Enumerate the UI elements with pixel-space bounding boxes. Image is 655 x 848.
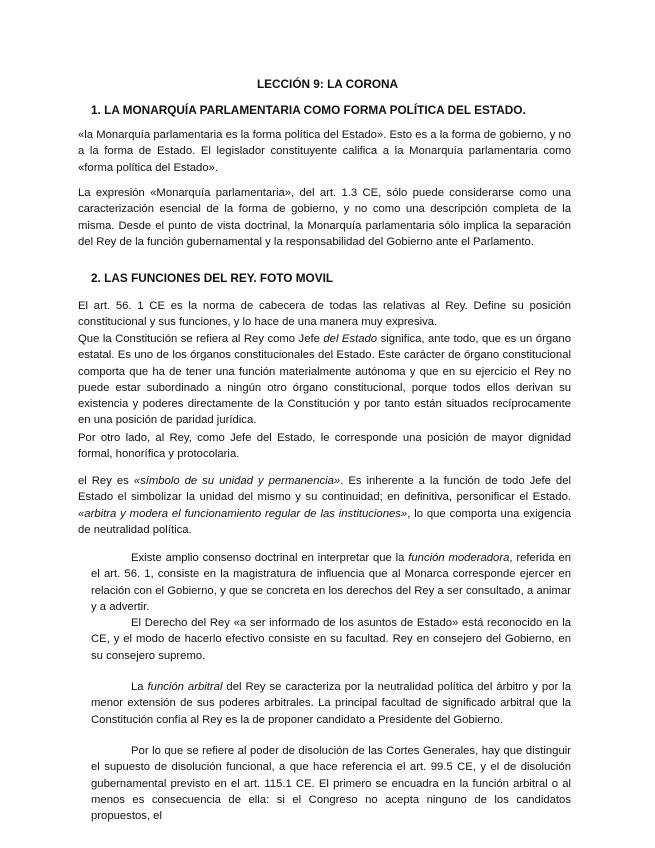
p5-text-a: Existe amplio consenso doctrinal en interpretar que la — [131, 552, 409, 564]
p4-text-b: . Es inherente a la función de todo Jefe del Estado el simbolizar la unidad del mismo y su continuidad; en definitiva, personificar el Estado. — [78, 475, 571, 504]
section-2-paragraph-8: Por lo que se refiere al poder de disolución de las Cortes Generales, hay que distinguir el supuesto de disolución funcional, a que hace referencia el art. 99.5 CE, y el de disolución gubernamental previsto en el art. 115.1 CE. El primero se encuadra en la función arbitral o al menos es consecuencia de ella: si el Congreso no acepta ninguno de los candidatos propuestos, el — [91, 745, 571, 823]
p7-text-b: del Rey se caracteriza por la neutralidad política del árbitro y por la menor extensión de sus poderes arbitrales. La principal facultad de significado arbitral que la Constitución confía al Rey es la de proponer candidato a Presidente del Gobierno. — [91, 681, 571, 726]
p7-emphasis: función arbitral — [147, 681, 223, 693]
p2-text-b: significa, ante todo, que es un órgano estatal. Es uno de los órganos constitucionales del Estado. Este carácter de órgano constitucional comporta que ha de tener una función materialmente autónoma y que en su ejercicio el Rey no puede estar subordinado a ningún otro órgano constitucional, porque todos ellos derivan su existencia y poderes directamente de la Constitución y por tanto están situados recíprocamente en una posición de paridad jurídica. — [78, 333, 571, 427]
p4-text-c: , lo que comporta una exigencia de neutralidad política. — [78, 507, 571, 536]
section-1-paragraph-2: La expresión «Monarquía parlamentaria», del art. 1.3 CE, sólo puede considerarse como una caracterización esencial de la forma de gobierno, y no como una descripción completa de la misma. Desde el punto de vista doctrinal, la Monarquía parlamentaria sólo implica la separación del Rey de la función gubernamental y la responsabilidad del Gobierno ante el Parlamento. — [78, 187, 571, 248]
section-2-paragraph-2 — [78, 331, 571, 429]
section-2-paragraph-7 — [91, 679, 571, 728]
section-2-paragraph-5 — [91, 550, 571, 615]
section-2-paragraph-6: El Derecho del Rey «a ser informado de los asuntos de Estado» está reconocido en la CE, y el modo de hacerlo efectivo consiste en su facultad. Rey en consejero del Gobierno, en su consejero supremo. — [91, 617, 571, 662]
p4-emphasis-1: «símbolo de su unidad y permanencia» — [133, 475, 341, 487]
section-1-heading: 1. LA MONARQUÍA PARLAMENTARIA COMO FORMA POLÍTICA DEL ESTADO. — [91, 103, 526, 117]
p7-text-a: La — [131, 681, 148, 693]
p2-emphasis: del Estado — [323, 333, 378, 345]
p4-emphasis-2: «arbitra y modera el funcionamiento regular de las instituciones» — [78, 507, 408, 520]
p5-emphasis: función moderadora — [408, 552, 510, 564]
section-2-heading: 2. LAS FUNCIONES DEL REY. FOTO MOVIL — [91, 271, 334, 285]
p2-text-a: Que la Constitución se refiera al Rey como Jefe — [78, 333, 324, 345]
section-1-paragraph-1: «la Monarquía parlamentaria es la forma política del Estado». Esto es a la forma de gobierno, y no a la forma de Estado. El legislador constituyente califica a la Monarquía parlamentaria como «forma política del Estado». — [78, 129, 571, 174]
section-2-paragraph-3: Por otro lado, al Rey, como Jefe del Estado, le corresponde una posición de mayor dignidad formal, honorífica y protocolaria. — [78, 432, 571, 461]
page-title: LECCIÓN 9: LA CORONA — [256, 77, 399, 91]
p4-text-a: el Rey es — [78, 475, 134, 487]
section-2-paragraph-1: El art. 56. 1 CE es la norma de cabecera de todas las relativas al Rey. Define su posición constitucional y sus funciones, y lo hace de una manera muy expresiva. — [78, 300, 571, 329]
p5-text-b: , referida en el art. 56. 1, consiste en la magistratura de influencia que al Monarca corresponde ejercer en relación con el Gobierno, y que se concreta en los derechos del Rey a ser consultado, a animar y a advertir. — [91, 552, 572, 613]
section-2-paragraph-4 — [78, 473, 571, 538]
